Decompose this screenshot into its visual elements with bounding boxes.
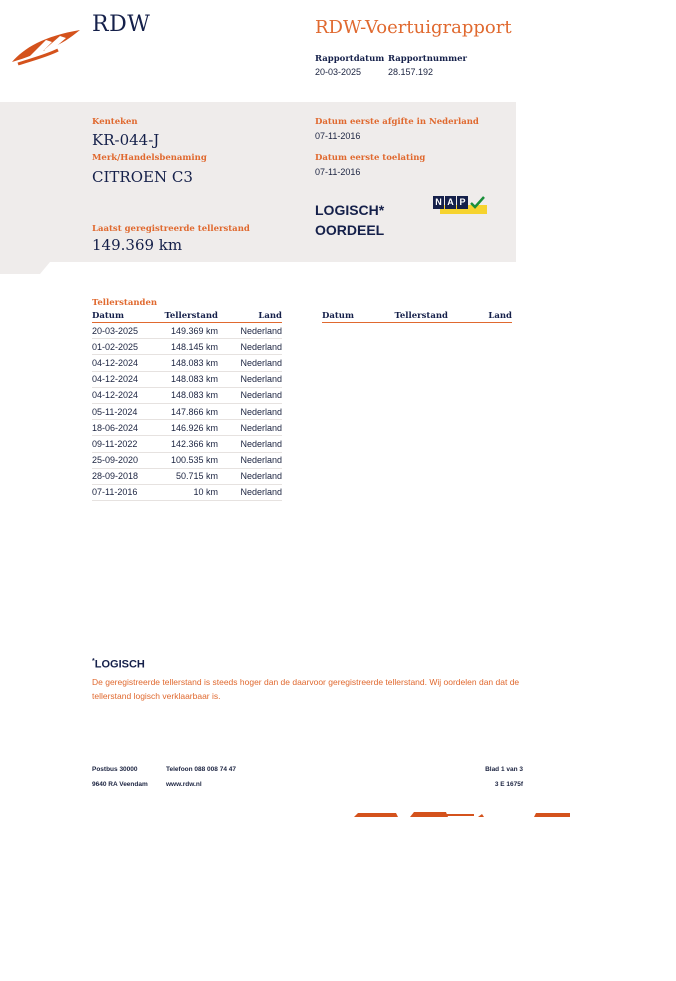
table-row	[92, 388, 282, 404]
first-issue-value: 07-11-2016	[315, 131, 361, 141]
report-date-value: 20-03-2025	[315, 67, 362, 77]
table-header	[92, 311, 282, 323]
cell-land: Nederland	[240, 438, 282, 449]
cell-land: Nederland	[240, 406, 282, 417]
last-odometer-label: Laatst geregistreerde tellerstand	[92, 224, 250, 234]
cell-land: Nederland	[240, 455, 282, 466]
table-row	[92, 485, 282, 501]
cell-land: Nederland	[240, 325, 282, 336]
cell-km: 148.083 km	[170, 374, 218, 385]
cell-land: Nederland	[240, 487, 282, 498]
cell-date: 01-02-2025	[92, 341, 139, 352]
decorative-bottom-bars	[350, 812, 572, 818]
nap-letter-a: A	[445, 196, 456, 209]
cell-km: 148.145 km	[170, 341, 218, 352]
cell-km: 142.366 km	[170, 438, 218, 449]
odometer-section-title: Tellerstanden	[92, 298, 158, 308]
nap-badge	[433, 196, 487, 218]
make-value: CITROEN C3	[92, 168, 193, 186]
col-land-header: Land	[488, 311, 512, 321]
table-row	[92, 372, 282, 388]
footer-website: www.rdw.nl	[166, 781, 202, 788]
note-title-text: LOGISCH	[94, 658, 145, 671]
table-row	[92, 469, 282, 485]
cell-km: 50.715 km	[175, 471, 218, 482]
nap-letter-n: N	[433, 196, 444, 209]
footer-phone: Telefoon 088 008 74 47	[166, 766, 236, 773]
footer-page: Blad 1 van 3	[485, 766, 523, 773]
report-title: RDW-Voertuigrapport	[315, 17, 512, 38]
plate-label: Kenteken	[92, 117, 138, 127]
cell-km: 147.866 km	[170, 406, 218, 417]
nap-letter-p: P	[457, 196, 468, 209]
verdict-line-1: LOGISCH*	[315, 202, 385, 218]
report-date-label: Rapportdatum	[315, 54, 385, 64]
cell-date: 09-11-2022	[92, 438, 138, 449]
col-date-header: Datum	[92, 311, 124, 321]
cell-date: 07-11-2016	[92, 487, 138, 498]
col-land-header: Land	[258, 311, 282, 321]
plate-value: KR-044-J	[92, 131, 160, 149]
panel-notch	[0, 262, 50, 274]
table-row	[92, 453, 282, 469]
cell-km: 148.083 km	[170, 357, 218, 368]
footer-city: 9640 RA Veendam	[92, 781, 148, 788]
cell-date: 04-12-2024	[92, 357, 139, 368]
footer-postbus: Postbus 30000	[92, 766, 138, 773]
col-date-header: Datum	[322, 311, 354, 321]
make-label: Merk/Handelsbenaming	[92, 153, 207, 163]
cell-km: 148.083 km	[170, 390, 218, 401]
cell-date: 20-03-2025	[92, 325, 139, 336]
footer-code: 3 E 1675f	[494, 781, 523, 788]
table-row	[92, 339, 282, 355]
note-title	[92, 658, 145, 671]
brand-name: RDW	[92, 12, 151, 37]
last-odometer-value: 149.369 km	[92, 236, 183, 254]
odometer-table-left	[92, 311, 282, 501]
checkmark-icon	[470, 196, 485, 210]
cell-date: 04-12-2024	[92, 390, 139, 401]
odometer-table-right	[322, 311, 512, 323]
cell-km: 149.369 km	[170, 325, 218, 336]
first-admission-label: Datum eerste toelating	[315, 153, 426, 163]
odometer-verdict	[315, 200, 384, 240]
rdw-logo-icon	[10, 26, 82, 66]
col-km-header: Tellerstand	[394, 311, 448, 321]
table-body	[92, 323, 282, 501]
cell-km: 146.926 km	[170, 422, 218, 433]
first-admission-value: 07-11-2016	[315, 167, 361, 177]
verdict-line-2: OORDEEL	[315, 222, 385, 238]
report-number-value: 28.157.192	[388, 67, 434, 77]
table-row	[92, 436, 282, 452]
cell-land: Nederland	[240, 341, 282, 352]
col-km-header: Tellerstand	[164, 311, 218, 321]
cell-land: Nederland	[240, 374, 282, 385]
table-row	[92, 323, 282, 339]
table-row	[92, 355, 282, 371]
cell-km: 100.535 km	[170, 455, 218, 466]
cell-land: Nederland	[240, 357, 282, 368]
cell-km: 10 km	[193, 487, 218, 498]
report-number-label: Rapportnummer	[388, 54, 467, 64]
cell-date: 04-12-2024	[92, 374, 139, 385]
cell-date: 18-06-2024	[92, 422, 139, 433]
cell-date: 05-11-2024	[92, 406, 138, 417]
note-text: De geregistreerde tellerstand is steeds hoger dan de daarvoor geregistreerde tellerstand. Wij oordelen dan dat de tellerstand logisch verklaarbaar is.	[92, 677, 520, 701]
cell-land: Nederland	[240, 422, 282, 433]
table-header	[322, 311, 512, 323]
first-issue-label: Datum eerste afgifte in Nederland	[315, 117, 479, 127]
note-marker: *	[92, 658, 95, 665]
table-row	[92, 420, 282, 436]
table-row	[92, 404, 282, 420]
cell-date: 28-09-2018	[92, 471, 139, 482]
cell-date: 25-09-2020	[92, 455, 139, 466]
cell-land: Nederland	[240, 390, 282, 401]
cell-land: Nederland	[240, 471, 282, 482]
